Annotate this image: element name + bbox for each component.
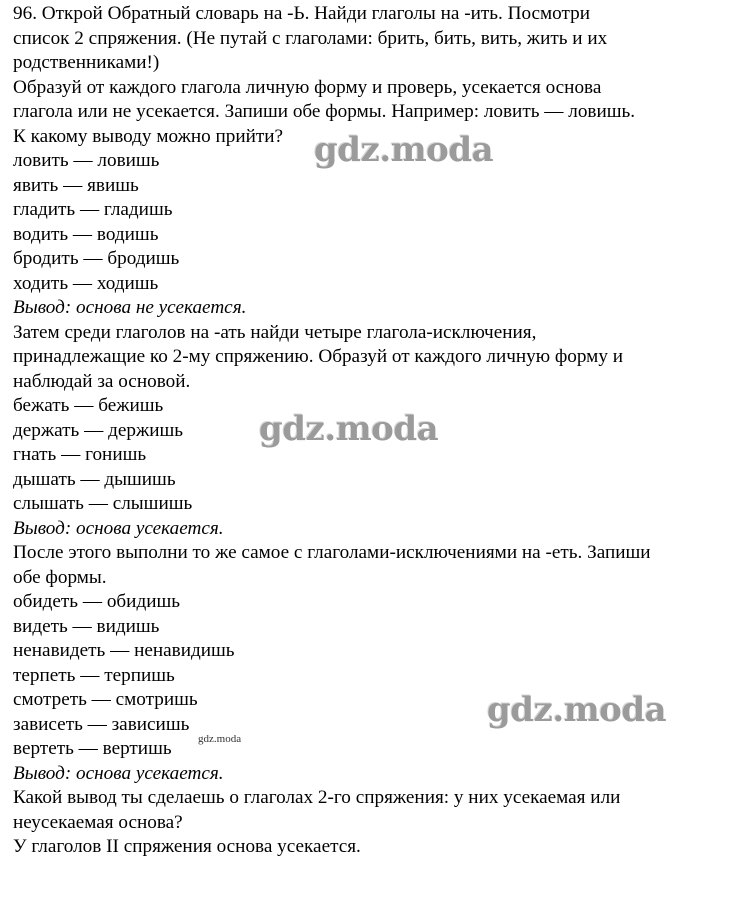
verb-pair: обидеть — обидишь	[13, 591, 181, 612]
answer: У глаголов II спряжения основа усекается.	[13, 836, 361, 857]
question-line: Какой вывод ты сделаешь о глаголах 2-го спряжения: у них усекаемая или	[13, 787, 621, 808]
verb-pair: бежать — бежишь	[13, 395, 164, 416]
watermark-logo: gdz.moda	[487, 690, 667, 730]
instruction-line: Затем среди глаголов на -ать найди четыре глагола-исключения,	[13, 321, 537, 343]
verb-pair: терпеть — терпишь	[13, 664, 175, 686]
instruction-line: После этого выполни то же самое с глаголами-исключениями на -еть. Запиши	[13, 542, 651, 563]
instruction-line: обе формы.	[13, 566, 107, 588]
task-heading-line: глагола или не усекается. Запиши обе формы. Например: ловить — ловишь.	[13, 101, 636, 122]
watermark-logo: gdz.moda	[259, 409, 439, 449]
verb-pair: держать — держишь	[13, 419, 183, 441]
verb-pair: вертеть — вертишь	[13, 738, 172, 759]
task-heading-line: список 2 спряжения. (Не путай с глаголами: брить, бить, вить, жить и их	[13, 27, 608, 49]
verb-pair: видеть — видишь	[13, 615, 160, 637]
question-line: неусекаемая основа?	[13, 811, 183, 833]
verb-pair: дышать — дышишь	[13, 468, 176, 490]
task-heading-line: 96. Открой Обратный словарь на -Ь. Найди глаголы на -ить. Посмотри	[13, 3, 591, 24]
verb-pair: зависеть — зависишь	[13, 713, 190, 735]
conclusion: Вывод: основа усекается.	[13, 762, 224, 784]
verb-pair: бродить — бродишь	[13, 248, 180, 269]
watermark-logo: gdz.moda	[314, 130, 494, 170]
conclusion: Вывод: основа усекается.	[13, 517, 224, 539]
task-heading-line: Образуй от каждого глагола личную форму и проверь, усекается основа	[13, 76, 602, 98]
verb-pair: явить — явишь	[13, 174, 139, 196]
verb-pair: гладить — гладишь	[13, 199, 173, 220]
verb-pair: слышать — слышишь	[13, 493, 193, 514]
verb-pair: гнать — гонишь	[13, 444, 147, 465]
watermark-small: gdz.moda	[198, 733, 242, 745]
task-heading-line: родственниками!)	[13, 52, 160, 73]
verb-pair: ходить — ходишь	[13, 272, 159, 294]
verb-pair: ловить — ловишь	[13, 150, 160, 171]
verb-pair: смотреть — смотришь	[13, 689, 198, 710]
instruction-line: принадлежащие ко 2-му спряжению. Образуй от каждого личную форму и	[13, 346, 623, 367]
verb-pair: водить — водишь	[13, 223, 159, 245]
instruction-line: наблюдай за основой.	[13, 370, 191, 392]
task-heading-line: К какому выводу можно прийти?	[13, 125, 284, 147]
conclusion: Вывод: основа не усекается.	[13, 297, 247, 318]
verb-pair: ненавидеть — ненавидишь	[13, 640, 235, 661]
